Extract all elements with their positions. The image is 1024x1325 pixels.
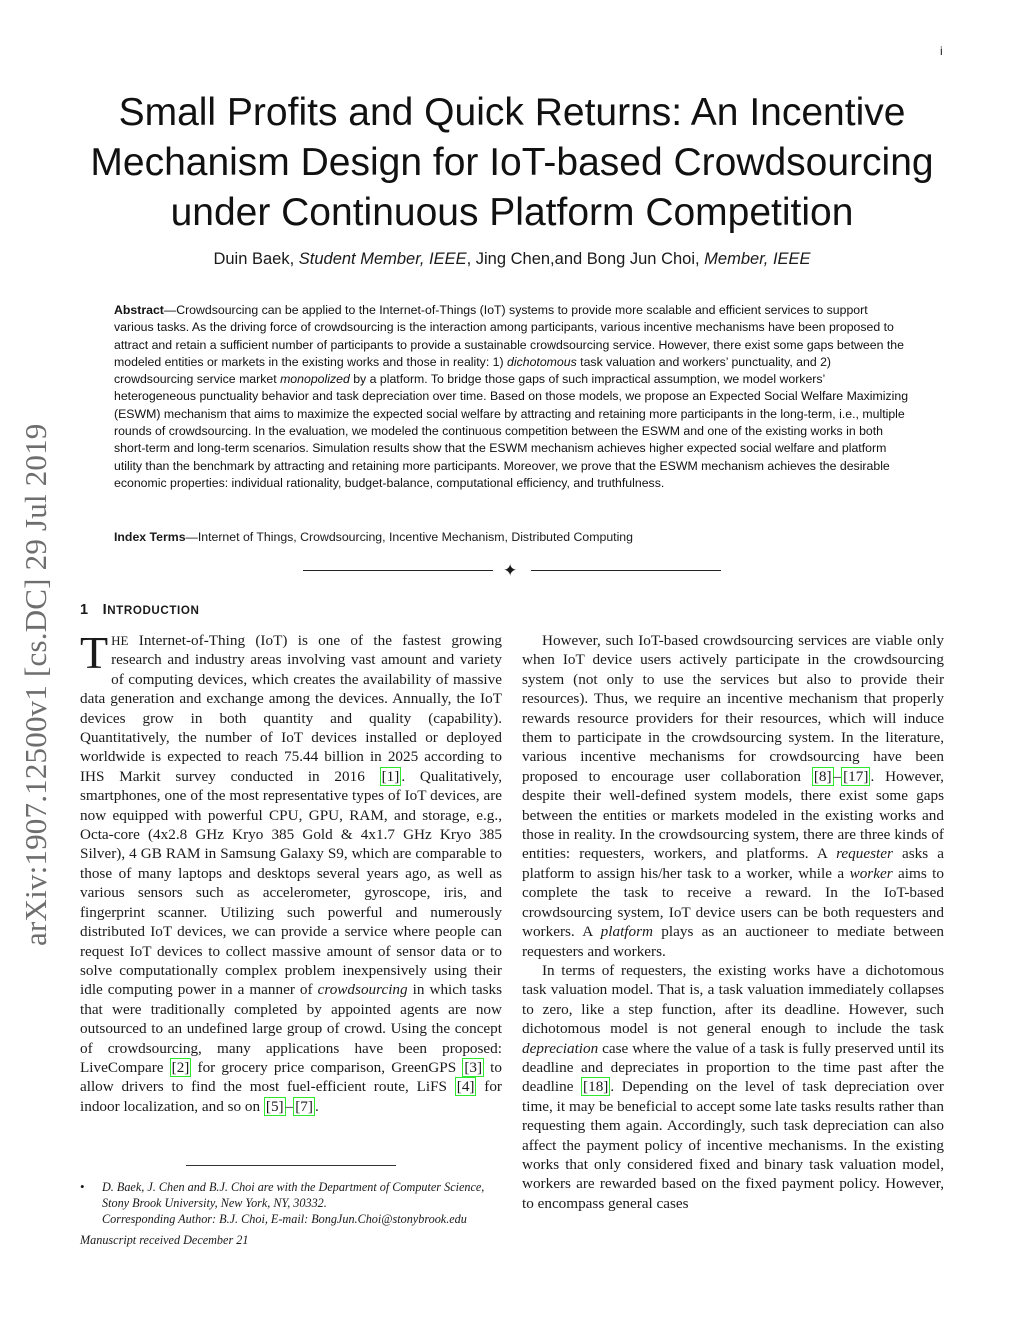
- title-line-3: under Continuous Platform Competition: [170, 191, 854, 234]
- dropcap-continuation: HE: [111, 633, 129, 648]
- bullet-icon: •: [80, 1179, 85, 1194]
- index-terms-text: —Internet of Things, Crowdsourcing, Incentive Mechanism, Distributed Computing: [185, 530, 633, 544]
- section-heading: [80, 602, 199, 618]
- abstract-text: task valuation and workers’ punctuality, and 2) crowdsourcing service market: [114, 354, 832, 387]
- paragraph: [80, 627, 503, 1116]
- arxiv-identifier: arXiv:1907.12500v1 [cs.DC] 29 Jul 2019: [18, 423, 53, 946]
- paragraph-text: for grocery price comparison, GreenGPS: [191, 1058, 463, 1076]
- author-2-3: , Jing Chen,and Bong Jun Choi,: [466, 250, 705, 268]
- diamond-icon: ✦: [503, 561, 518, 581]
- range-dash: –: [833, 767, 842, 785]
- footnote-affiliation: D. Baek, J. Chen and B.J. Choi are with the Department of Computer Science, Stony Brook University, New York, NY, 30332.: [102, 1180, 485, 1210]
- paragraph-text: In terms of requesters, the existing works have a dichotomous task valuation model. That is, a task valuation immediately collapses to zero, like a step function, after its deadline. However, such dichotomous model is not general enough to include the task: [522, 961, 944, 1038]
- citation-link[interactable]: [7]: [295, 1097, 313, 1115]
- paragraph-text: . Depending on the level of task depreciation over time, it may be beneficial to accept some late tasks results rather than requesting them again. Accordingly, such task depreciation can also affect the payment policy of incentive mechanisms. In the existing works that only considered fixed and binary task valuation model, workers are rewarded based on the fixed payment policy. However, to encompass general cases: [522, 1078, 944, 1212]
- paragraph-text: Internet-of-Thing (IoT) is one of the fastest growing research and industry areas involving vast amount and variety of computing devices, which creates the availability of massive data generation and exchange among the devices. Annually, the IoT devices grow in both quantity and quality (capability). Quantitatively, the number of IoT devices installed or deployed worldwide is expected to reach 75.44 billion in 2025 according to IHS Markit survey conducted in 2016: [80, 632, 502, 785]
- manuscript-received: Manuscript received December 21: [80, 1233, 249, 1247]
- author-1: Duin Baek,: [213, 250, 299, 268]
- paragraph-text: for indoor localization, and so on: [80, 1078, 502, 1115]
- title-line-2: Mechanism Design for IoT-based Crowdsourcing: [90, 141, 934, 184]
- emphasis: depreciation: [522, 1039, 599, 1057]
- citation-link[interactable]: [18]: [583, 1078, 609, 1096]
- abstract-label: Abstract: [114, 303, 164, 317]
- paragraph-text: plays as an auctioneer to mediate between requesters and workers.: [522, 923, 944, 960]
- citation-link[interactable]: [2]: [171, 1058, 190, 1076]
- citation-link[interactable]: [5]: [265, 1097, 284, 1115]
- abstract-text: by a platform. To bridge those gaps of such impractical assumption, we model workers’ heterogeneous punctuality behavior and task depreciation over time. Based on those models, we propose an Expected Social Welfare Maximizing (ESWM) mechanism that aims to maximize the expected social welfare by attracting and retaining more participants in the long-term, i.e., multiple rounds of crowdsourcing. In the evaluation, we modeled the continuous competition between the ESWM and one of the existing works in both short-term and long-term scenarios. Simulation results show that the ESWM mechanism achieves higher expected social welfare and platform utility than the benchmark by attracting and retaining more participants. Moreover, we prove that the ESWM mechanism achieves the desirable economic properties: individual rationality, budget-balance, computational efficiency, and truthfulness.: [114, 372, 909, 490]
- paper-title: [40, 88, 984, 238]
- page-number: i: [940, 44, 943, 58]
- emphasis: worker: [849, 864, 893, 882]
- section-divider: [0, 561, 1024, 581]
- paragraph: [522, 631, 944, 961]
- title-line-1: Small Profits and Quick Returns: An Incentive: [118, 91, 906, 134]
- emphasis: platform: [600, 923, 653, 941]
- citation-link[interactable]: [4]: [456, 1078, 475, 1096]
- body-column-right: [522, 631, 944, 1213]
- index-terms-label: Index Terms: [114, 530, 186, 544]
- body-column-left: [80, 627, 503, 1116]
- abstract-emphasis: dichotomous: [507, 354, 577, 369]
- citation-link[interactable]: [8]: [813, 767, 832, 785]
- citation-link[interactable]: [3]: [464, 1058, 483, 1076]
- range-dash: –: [285, 1097, 294, 1115]
- divider-line-left: [303, 570, 493, 571]
- citation-link[interactable]: [1]: [381, 767, 400, 785]
- author-list: [60, 250, 964, 269]
- divider-line-right: [531, 570, 721, 571]
- paragraph-text: to allow drivers to find the most fuel-efficient route, LiFS: [80, 1058, 502, 1096]
- paragraph-text: aims to complete the task to receive a reward. In the IoT-based crowdsourcing system, IoT device users can be both requesters and workers. A: [522, 864, 944, 941]
- index-terms: [114, 529, 910, 546]
- footnote-corresponding-author: Corresponding Author: B.J. Choi, E-mail: BongJun.Choi@stonybrook.edu: [102, 1212, 467, 1226]
- emphasis: requester: [836, 845, 893, 863]
- paragraph-text: in which tasks that were traditionally completed by appointed agents are now outsourced to an undefined large group of crowd. Using the concept of crowdsourcing, many applications have been proposed: LiveCompare: [80, 981, 503, 1076]
- footnote: [80, 1179, 502, 1227]
- abstract: [114, 302, 910, 492]
- section-title-initial: I: [102, 602, 108, 618]
- section-title-rest: NTRODUCTION: [107, 604, 200, 617]
- section-number: 1: [80, 602, 89, 618]
- footnote-rule: [186, 1165, 396, 1166]
- citation-link[interactable]: [17]: [843, 767, 869, 785]
- author-3-role: Member, IEEE: [704, 250, 811, 268]
- drop-cap: T: [80, 627, 109, 678]
- paragraph-text: . However, despite their well-defined system models, there exist some gaps between the entities or markets modeled in the existing works and those in reality. In the crowdsourcing system, there are three kinds of entities: requesters, workers, and platforms. A: [522, 767, 944, 863]
- paragraph-text: . Qualitatively, smartphones, one of the most representative types of IoT devices, are now equipped with powerful CPU, GPU, RAM, and storage, e.g., Octa-core (4x2.8 GHz Kryo 385 Gold & 4x1.7 GHz Kryo 385 Silver), 4 GB RAM in Samsung Galaxy S9, which are comparable to those of many laptops and desktops several years ago, as well as various sensors such as accelerometer, gyroscope, iris, and fingerprint scanner. Utilizing such powerful and numerously distributed IoT devices, we can provide a service where people can request IoT devices to collect massive amount of sensor data or to solve computationally complex problem inexpensively using their idle computing power in a manner of: [80, 767, 502, 999]
- paragraph-text: asks a platform to assign his/her task to a worker, while a: [522, 845, 944, 882]
- author-1-role: Student Member, IEEE: [298, 250, 467, 268]
- abstract-emphasis: monopolized: [280, 372, 350, 387]
- emphasis: crowdsourcing: [317, 981, 408, 999]
- abstract-text: —Crowdsourcing can be applied to the Internet-of-Things (IoT) systems to provide more scalable and efficient services to support various tasks. As the driving force of crowdsourcing is the interaction among participants, various incentive mechanisms have been proposed to attract and retain a sufficient number of participants to provide a sustainable crowdsourcing service. However, there exist some gaps between the modeled entities or markets in the existing works and those in reality: 1): [114, 303, 904, 369]
- paragraph-text: .: [314, 1097, 319, 1115]
- paragraph: [522, 961, 944, 1213]
- paragraph-text: case where the value of a task is fully preserved until its deadline and depreciates in proportion to the time past after the deadline: [522, 1039, 944, 1096]
- paragraph-text: However, such IoT-based crowdsourcing services are viable only when IoT device users actively participate in the crowdsourcing system (not only to use the services but also to provide their resources). Thus, we require an incentive mechanism that properly rewards resource providers for their resources, which will induce them to participate in the crowdsourcing system. In the literature, various incentive mechanisms for crowdsourcing have been proposed to encourage user collaboration: [522, 632, 944, 785]
